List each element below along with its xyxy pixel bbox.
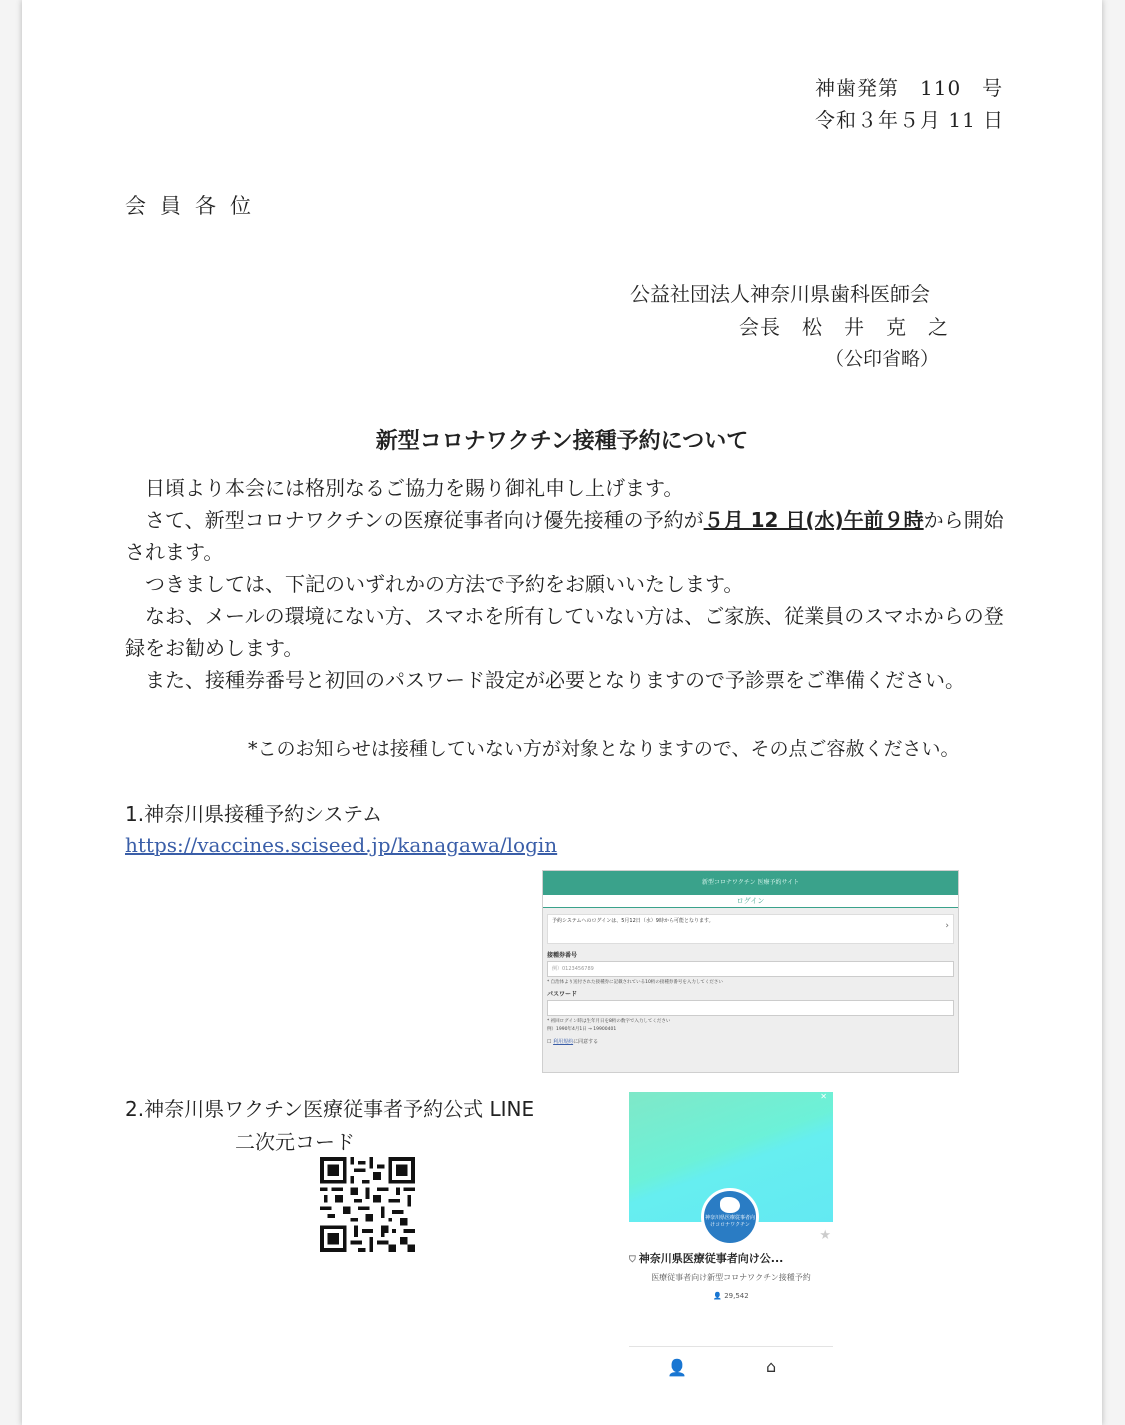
qr-code-icon[interactable] [320, 1157, 415, 1252]
section-1-heading: 1.神奈川県接種予約システム [125, 802, 383, 826]
site-header: 新型コロナワクチン 医療予約サイト [543, 871, 958, 895]
add-friend-icon[interactable]: 👤 [667, 1358, 687, 1377]
ticket-hint: * 自治体より送付された接種券に記載されている10桁の接種券番号を入力してください [547, 980, 723, 985]
paragraph-schedule: さて、新型コロナワクチンの医療従事者向け優先接種の予約が５月 12 日(水)午前９時から開始されます。 [125, 508, 1004, 564]
line-account-name: ⛉ 神奈川県医療従事者向け公... [629, 1252, 784, 1265]
paragraph-greeting: 日頃より本会には格別なるご協力を賜り御礼申し上げます。 [145, 476, 684, 500]
password-input [547, 1000, 954, 1016]
line-description: 医療従事者向け新型コロナワクチン接種予約 [651, 1273, 811, 1282]
addressee: 会員各位 [125, 194, 265, 218]
start-datetime: ５月 12 日(水)午前９時 [703, 508, 924, 532]
login-tab: ログイン [543, 895, 958, 908]
line-avatar: 神奈川県医療従事者向けコロナワクチン [701, 1188, 759, 1246]
login-screenshot [542, 870, 959, 1073]
line-followers: 👤 29,542 [713, 1292, 749, 1300]
shield-icon: ⛉ [629, 1255, 636, 1265]
password-example: 例）1990年4月1日 → 19900401 [547, 1027, 617, 1032]
document-page [22, 0, 1102, 1425]
login-notice: 予約システムへのログインは、5月12日（水）9時から可能となります。 › [547, 914, 954, 944]
document-date: 令和３年５月 11 日 [815, 108, 1005, 132]
section-2-heading: 2.神奈川県ワクチン医療従事者予約公式 LINE [125, 1097, 535, 1121]
sender-president: 会長 松 井 克 之 [739, 315, 949, 339]
ticket-input: 例）0123456789 [547, 961, 954, 977]
notice-note: *このお知らせは接種していない方が対象となりますので、その点ご容赦ください。 [248, 738, 960, 760]
qr-label: 二次元コード [235, 1130, 355, 1154]
chevron-right-icon: › [945, 921, 949, 931]
home-icon[interactable]: ⌂ [766, 1357, 777, 1376]
close-icon[interactable]: ✕ [820, 1092, 827, 1101]
sender-organization: 公益社団法人神奈川県歯科医師会 [630, 282, 930, 306]
password-label: パスワード [547, 991, 578, 998]
body-text [125, 472, 1005, 696]
ticket-label: 接種券番号 [547, 952, 578, 959]
document-number: 神歯発第 110 号 [815, 76, 1004, 100]
paragraph-request: つきましては、下記のいずれかの方法で予約をお願いいたします。 [145, 572, 744, 596]
paragraph-preparation: また、接種券番号と初回のパスワード設定が必要となりますので予診票をご準備ください。 [145, 668, 965, 692]
reservation-link[interactable]: https://vaccines.sciseed.jp/kanagawa/login [125, 833, 558, 857]
terms-agree: ☐ 利用規約に同意する [547, 1039, 599, 1045]
star-icon[interactable]: ★ [819, 1228, 831, 1243]
page-title: 新型コロナワクチン接種予約について [375, 429, 749, 454]
seal-note: （公印省略） [825, 348, 940, 370]
password-hint: * 初回ログイン時は生年月日を8桁の数字で入力してください [547, 1019, 671, 1024]
paragraph-smartphone: なお、メールの環境にない方、スマホを所有していない方は、ご家族、従業員のスマホからの登録をお勧めします。 [125, 604, 1004, 660]
line-account-card[interactable] [629, 1092, 833, 1392]
divider [629, 1346, 833, 1347]
